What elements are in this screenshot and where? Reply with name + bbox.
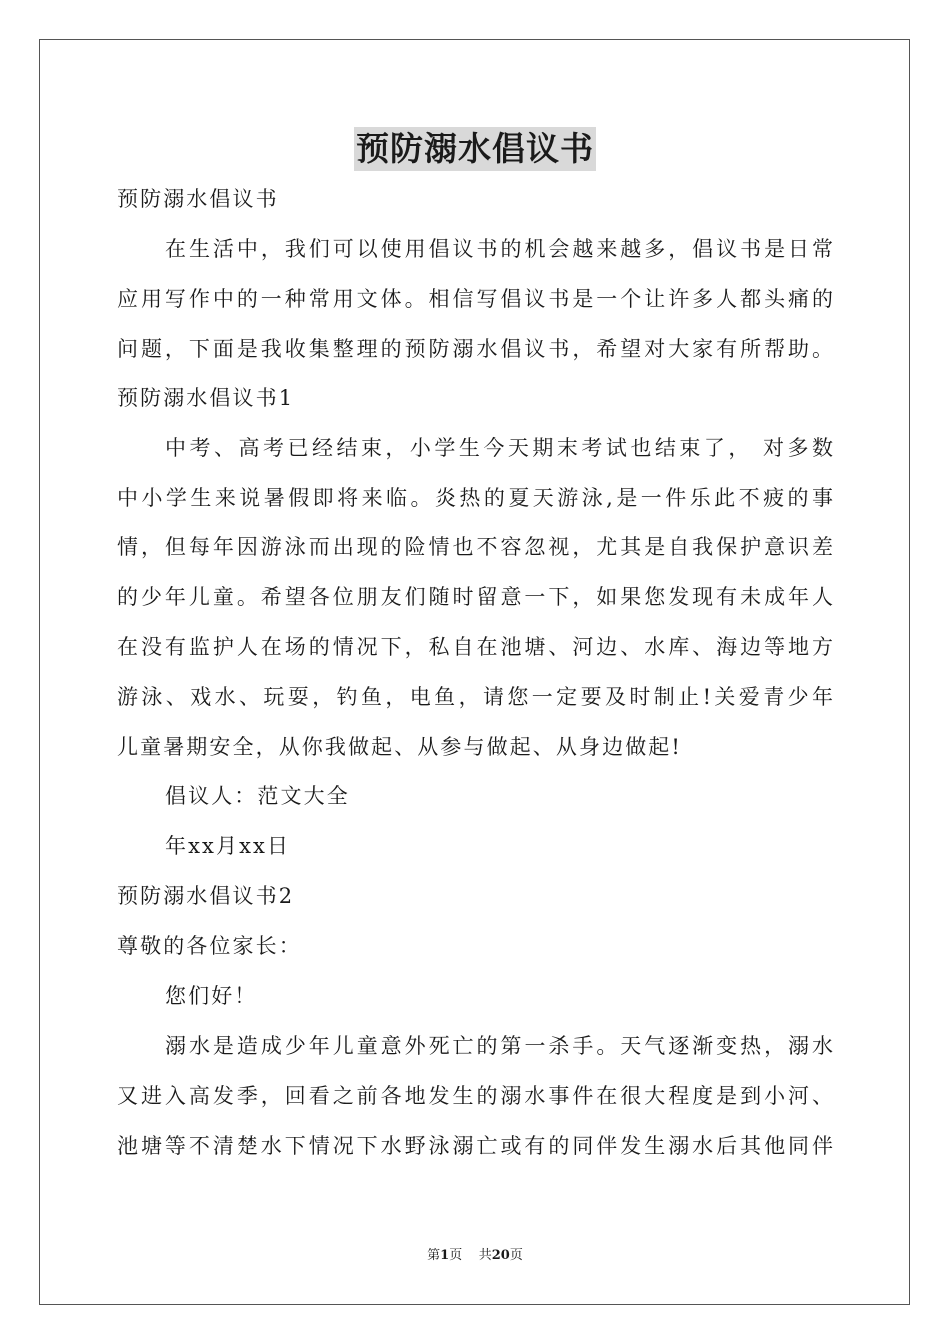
section-heading: 预防溺水倡议书2 [117,884,295,908]
total-pages: 20 [491,1248,510,1263]
page-suffix: 页 [449,1248,463,1263]
page-border [39,39,910,1305]
paragraph-line: 的少年儿童。希望各位朋友们随时留意一下，如果您发现有未成年人 [117,585,833,609]
title-container [0,127,950,171]
paragraph-line: 情，但每年因游泳而出现的险情也不容忽视，尤其是自我保护意识差 [117,535,833,559]
paragraph-line: 溺水是造成少年儿童意外死亡的第一杀手。天气逐渐变热，溺水 [165,1034,833,1058]
paragraph-line: 中小学生来说暑假即将来临。炎热的夏天游泳,是一件乐此不疲的事 [117,486,833,510]
paragraph-line: 游泳、戏水、玩耍，钓鱼，电鱼，请您一定要及时制止!关爱青少年 [117,685,833,709]
section-heading: 预防溺水倡议书1 [117,386,295,410]
total-prefix: 共 [478,1248,492,1263]
total-suffix: 页 [509,1248,523,1263]
subtitle-line: 预防溺水倡议书 [117,187,279,211]
document-title: 预防溺水倡议书 [354,127,596,171]
page-number: 1 [440,1248,450,1263]
paragraph-line: 中考、高考已经结束，小学生今天期末考试也结束了， 对多数 [165,436,833,460]
paragraph-line: 在生活中，我们可以使用倡议书的机会越来越多，倡议书是日常 [165,237,833,261]
date-line: 年xx月xx日 [165,834,291,858]
paragraph-line: 应用写作中的一种常用文体。相信写倡议书是一个让许多人都头痛的 [117,287,833,311]
greeting-line: 您们好！ [165,984,258,1008]
page-footer [0,1247,950,1265]
proposer-line: 倡议人：范文大全 [165,784,350,808]
paragraph-line: 又进入高发季，回看之前各地发生的溺水事件在很大程度是到小河、 [117,1084,833,1108]
paragraph-line: 在没有监护人在场的情况下，私自在池塘、河边、水库、海边等地方 [117,635,833,659]
page-prefix: 第 [427,1248,441,1263]
paragraph-line: 问题，下面是我收集整理的预防溺水倡议书，希望对大家有所帮助。 [117,337,833,361]
paragraph-line: 儿童暑期安全，从你我做起、从参与做起、从身边做起! [117,735,682,759]
salutation-line: 尊敬的各位家长： [117,934,302,958]
paragraph-line: 池塘等不清楚水下情况下水野泳溺亡或有的同伴发生溺水后其他同伴 [117,1134,833,1158]
